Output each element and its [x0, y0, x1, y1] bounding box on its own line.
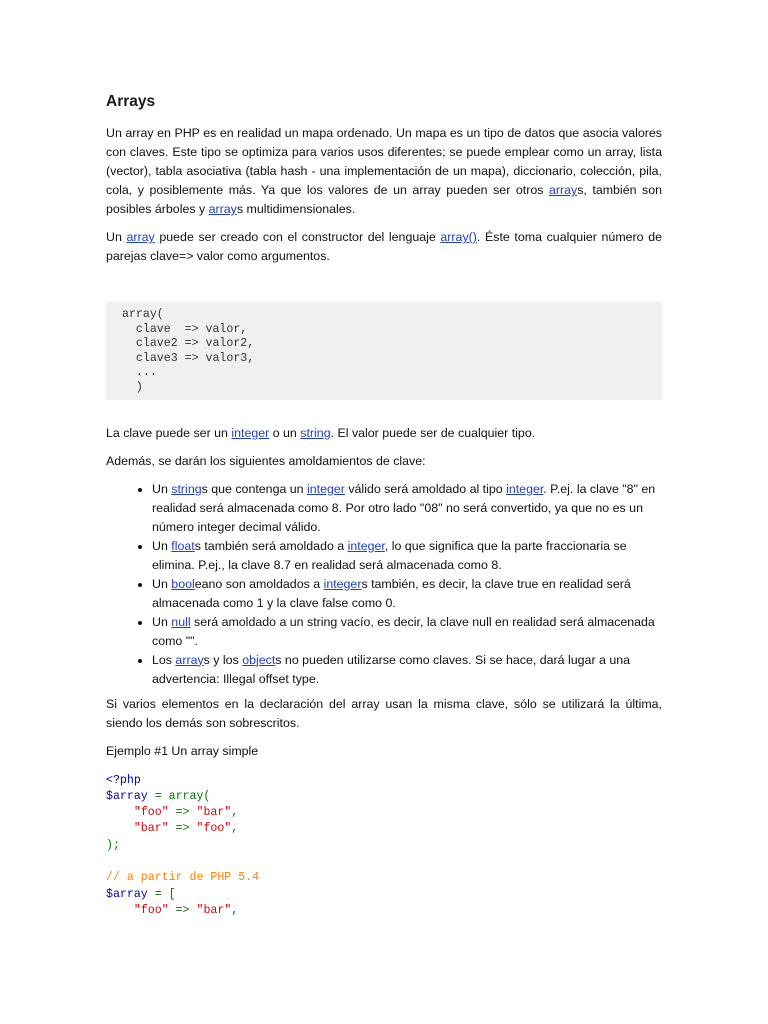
list-item	[152, 651, 662, 689]
list-item	[152, 480, 662, 537]
php-variable: $array	[106, 789, 148, 803]
syntax-code-block: array( clave => valor, clave2 => valor2, clave3 => valor3, ... )	[106, 302, 662, 400]
array-link[interactable]: array	[175, 652, 204, 667]
php-punct: ,	[231, 903, 239, 917]
key-cast-list	[106, 480, 662, 689]
php-string: "foo"	[196, 822, 232, 836]
list-item	[152, 575, 662, 613]
bool-link[interactable]: bool	[171, 576, 195, 591]
casts-intro-paragraph: Además, se darán los siguientes amoldamientos de clave:	[106, 453, 426, 468]
php-operator: =>	[168, 822, 197, 836]
key-type-paragraph	[106, 424, 662, 443]
php-string: "bar"	[196, 806, 232, 820]
php-string: "bar"	[196, 903, 232, 917]
php-punct: ,	[231, 822, 239, 836]
text: La clave puede ser un	[106, 425, 232, 440]
text: Un array en PHP es en realidad un mapa ordenado. Un mapa es un tipo de datos que asocia valores con claves. Este tipo se optimiza para varios usos diferentes; se puede emplear como un array, lista (vector), tabla asociativa (tabla hash - una implementación de un mapa), diccionario, colección, pila, cola, y posiblemente más. Ya que los valores de un array pueden ser otros	[106, 126, 662, 197]
integer-link[interactable]: integer	[231, 425, 270, 440]
integer-link[interactable]: integer	[347, 538, 385, 553]
list-item	[152, 613, 662, 651]
php-string: "foo"	[133, 903, 169, 917]
duplicate-keys-paragraph: Si varios elementos en la declaración del array usan la misma clave, sólo se utilizará la última, siendo los demás son sobrescritos.	[106, 696, 662, 730]
text: válido será amoldado al tipo	[344, 481, 507, 496]
php-example-code	[106, 773, 662, 920]
text: puede ser creado con el constructor del lenguaje	[154, 230, 441, 244]
text: Un	[152, 614, 172, 629]
php-operator: =>	[168, 806, 197, 820]
text: . Éste toma cualquier número de parejas clave=> valor como argumentos.	[106, 230, 662, 263]
example-title: Ejemplo #1 Un array simple	[106, 743, 259, 758]
object-link[interactable]: object	[242, 652, 276, 667]
text: s multidimensionales.	[236, 202, 356, 216]
php-keyword: = array(	[147, 789, 211, 803]
list-item	[152, 537, 662, 575]
text: Un	[152, 538, 172, 553]
text: Un	[152, 576, 172, 591]
text: s y los	[203, 652, 243, 667]
null-link[interactable]: null	[171, 614, 191, 629]
array-link[interactable]: array	[548, 183, 578, 197]
text: s que contenga un	[201, 481, 308, 496]
array-link[interactable]: array	[208, 202, 237, 216]
float-link[interactable]: float	[171, 538, 195, 553]
constructor-paragraph	[106, 228, 662, 266]
array-function-link[interactable]: array()	[440, 230, 477, 244]
text: será amoldado a un string vacío, es decir, la clave null en realidad será almacenada como "".	[152, 614, 655, 648]
page-title: Arrays	[106, 93, 156, 110]
text: Los	[152, 652, 176, 667]
php-comment: // a partir de PHP 5.4	[106, 871, 260, 885]
integer-link[interactable]: integer	[307, 481, 345, 496]
text: , lo que significa que la parte fraccionaria se elimina. P.ej., la clave 8.7 en realidad será almacenada como 8.	[152, 538, 627, 572]
text: s también será amoldado a	[194, 538, 348, 553]
text: s también, es decir, la clave true en realidad será almacenada como 1 y la clave false como 0.	[152, 576, 631, 610]
text: Un	[106, 230, 127, 244]
integer-link[interactable]: integer	[323, 576, 362, 591]
string-link[interactable]: string	[171, 481, 202, 496]
string-link[interactable]: string	[300, 425, 331, 440]
php-variable: $array	[106, 887, 148, 901]
intro-paragraph	[106, 124, 662, 219]
php-punct: );	[106, 838, 120, 852]
php-punct: ,	[231, 806, 239, 820]
php-operator: =>	[168, 903, 197, 917]
document-page	[106, 92, 662, 919]
text: . El valor puede ser de cualquier tipo.	[330, 425, 536, 440]
text: o un	[269, 425, 301, 440]
text: s no pueden utilizarse como claves. Si se hace, dará lugar a una advertencia: Illegal offset type.	[152, 652, 631, 686]
php-keyword: = [	[147, 887, 176, 901]
text: . P.ej. la clave "8" en realidad será almacenada como 8. Por otro lado "08" no será convertido, ya que no es un número integer decimal válido.	[152, 481, 656, 534]
php-open-tag: <?php	[106, 773, 141, 787]
text: s, también son posibles árboles y	[106, 183, 662, 216]
php-string: "bar"	[133, 822, 169, 836]
integer-link[interactable]: integer	[506, 481, 544, 496]
array-link[interactable]: array	[126, 230, 155, 244]
php-string: "foo"	[133, 806, 169, 820]
text: eano son amoldados a	[194, 576, 324, 591]
text: Un	[152, 481, 172, 496]
